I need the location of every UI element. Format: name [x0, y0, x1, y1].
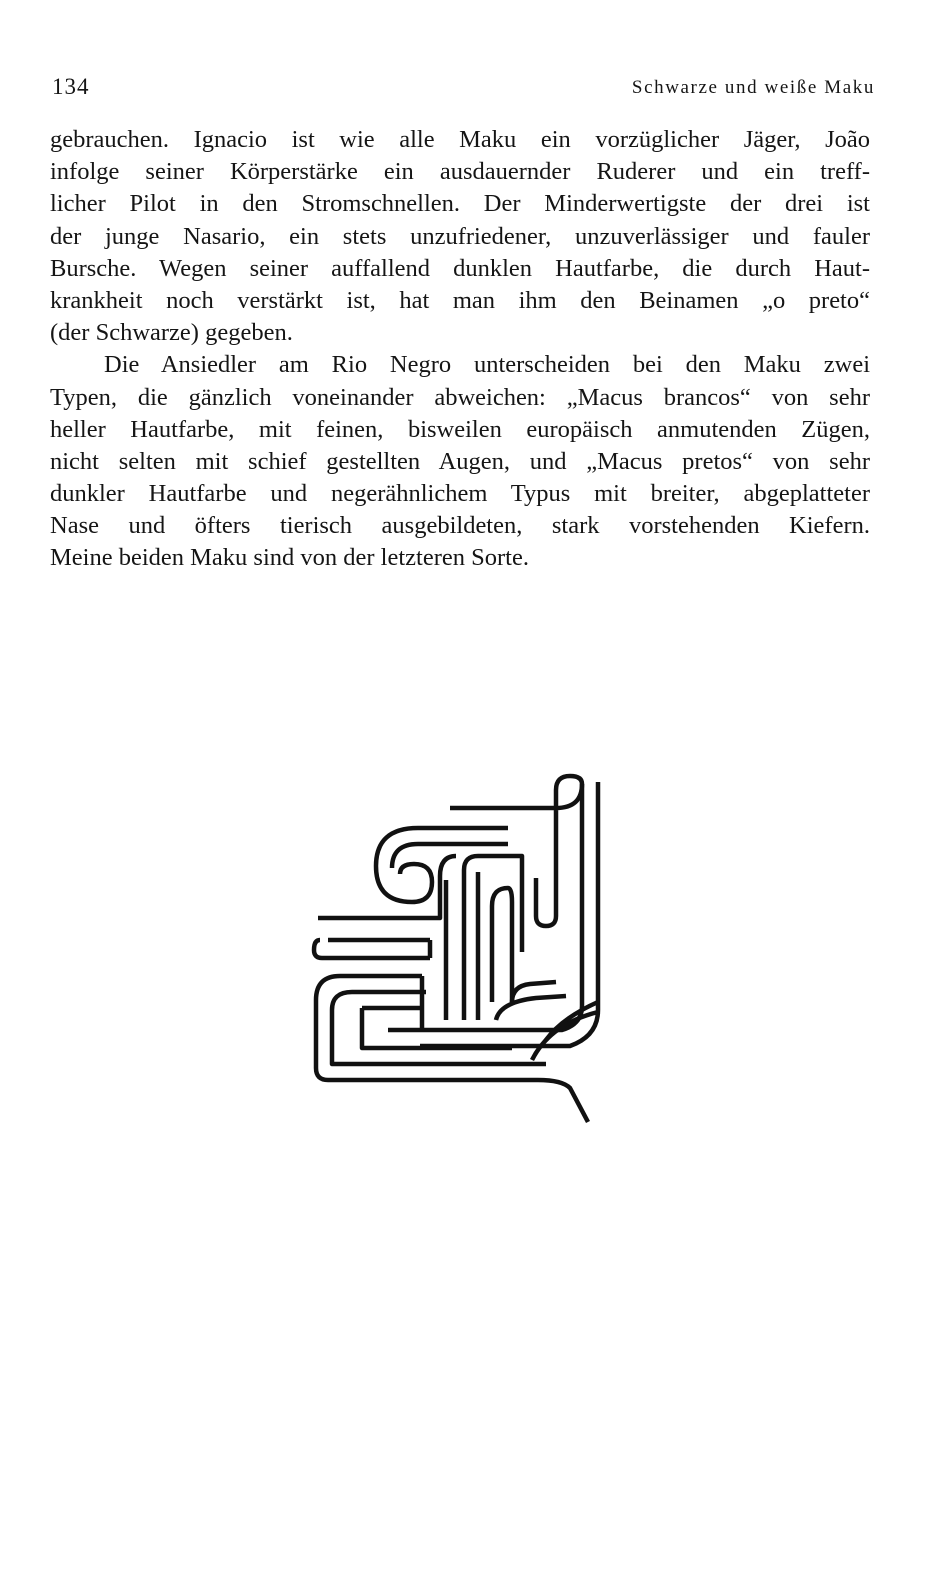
text-line: Bursche. Wegen seiner auffallend dunklen Hautfarbe, die durch Haut- [50, 254, 870, 282]
text-line: infolge seiner Körperstärke ein ausdauernder Ruderer und ein treff- [50, 158, 870, 186]
text-line: (der Schwarze) gegeben. [50, 319, 293, 347]
text-line: licher Pilot in den Stromschnellen. Der Minderwertigste der drei ist [50, 190, 870, 218]
paragraph [50, 349, 870, 574]
running-title: Schwarze und weiße Maku [631, 77, 875, 98]
text-line: gebrauchen. Ignacio ist wie alle Maku ein vorzüglicher Jäger, João [50, 126, 870, 153]
text-line: nicht selten mit schief gestellten Augen, und „Macus pretos“ von sehr [50, 447, 870, 475]
text-line: der junge Nasario, ein stets unzufriedener, unzuverlässiger und fauler [50, 222, 870, 250]
text-line: Typen, die gänzlich voneinander abweichen: „Macus brancos“ von sehr [50, 383, 870, 411]
text-line: krankheit noch verstärkt ist, hat man ihm den Beinamen „o preto“ [50, 286, 870, 314]
text-line: Nase und öfters tierisch ausgebildeten, stark vorstehenden Kiefern. [50, 512, 870, 540]
page-number: 134 [52, 74, 90, 99]
text-line: dunkler Hautfarbe und negerähnlichem Typus mit breiter, abgeplatteter [50, 480, 870, 508]
maze-like-line-ornament-icon [300, 770, 620, 1140]
body-text [50, 124, 870, 575]
paragraph [50, 124, 870, 349]
text-line: heller Hautfarbe, mit feinen, bisweilen europäisch anmutenden Zügen, [50, 415, 870, 443]
text-line: Die Ansiedler am Rio Negro unterscheiden bei den Maku zwei [104, 351, 870, 379]
text-line: Meine beiden Maku sind von der letzteren Sorte. [50, 544, 529, 572]
